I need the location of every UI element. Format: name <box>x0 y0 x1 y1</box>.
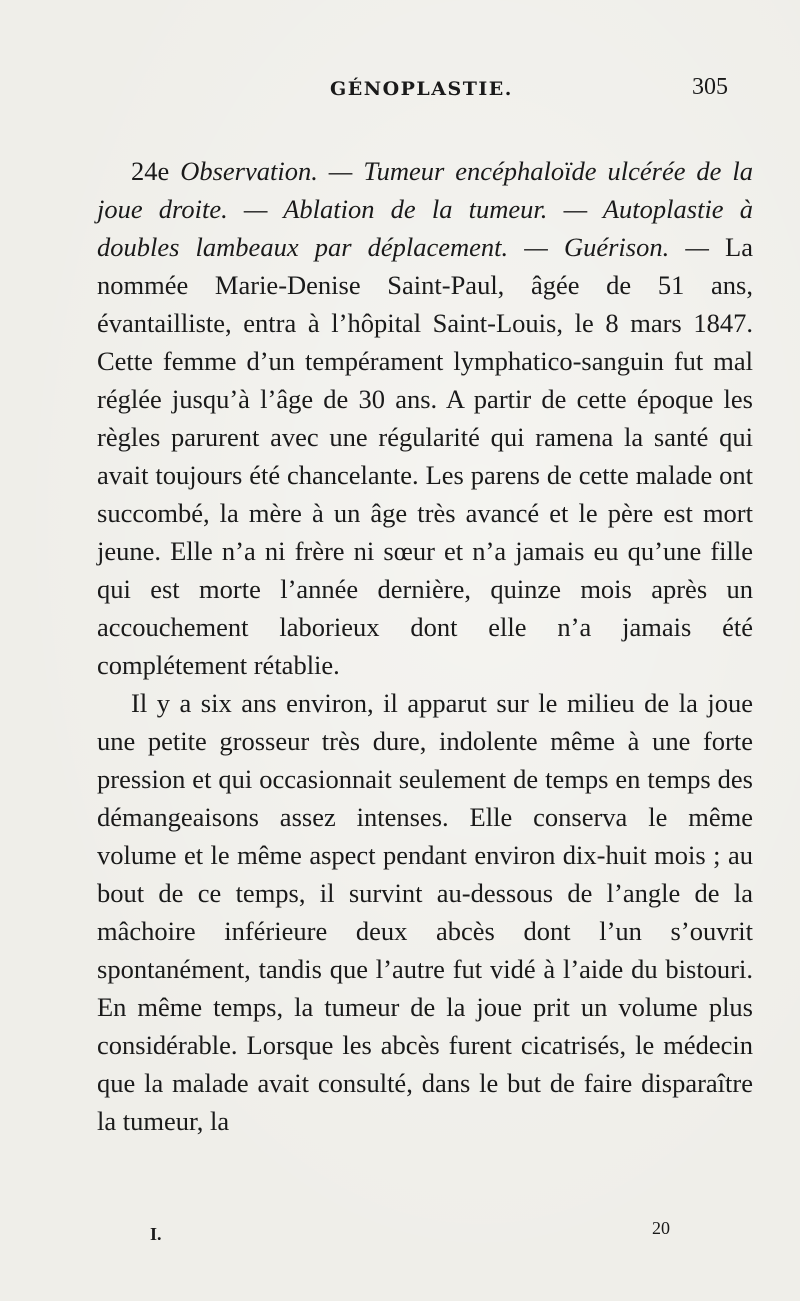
page-header <box>100 72 732 104</box>
page-number: 305 <box>692 74 728 100</box>
main-text <box>97 152 753 1140</box>
running-title: GÉNOPLASTIE. <box>330 78 513 100</box>
sheet-number: 20 <box>652 1218 670 1238</box>
observation-number: 24e <box>131 156 170 186</box>
page-footer <box>150 1218 670 1248</box>
signature-mark: I. <box>150 1224 162 1244</box>
paragraph-history: Il y a six ans environ, il apparut sur le milieu de la joue une petite grosseur très dure, indolente même à une forte pression et qui occasionnait seulement de temps en temps des démangeaisons assez intenses. Elle conserva le même volume et le même aspect pendant environ dix-huit mois ; au bout de ce temps, il survint au-dessous de l’angle de la mâchoire inférieure deux abcès dont l’un s’ouvrit spontanément, tandis que l’autre fut vidé à l’aide du bistouri. En même temps, la tumeur de la joue prit un volume plus considérable. Lorsque les abcès furent cicatrisés, le médecin que la malade avait consulté, dans le but de faire disparaître la tumeur, la <box>97 688 753 1136</box>
observation-heading: Observation. — Tumeur encéphaloïde ulcérée de la joue droite. — Ablation de la tumeur. — Autoplastie à doubles lambeaux par déplacement. — Guérison. — <box>97 156 753 262</box>
paragraph-text: La nommée Marie-Denise Saint-Paul, âgée de 51 ans, évantailliste, entra à l’hôpital Saint-Louis, le 8 mars 1847. Cette femme d’un tempérament lymphatico-sanguin fut mal réglée jusqu’à l’âge de 30 ans. A partir de cette époque les règles parurent avec une régularité qui ramena la santé qui avait toujours été chancelante. Les parens de cette malade ont succombé, la mère à un âge très avancé et le père est mort jeune. Elle n’a ni frère ni sœur et n’a jamais eu qu’une fille qui est morte l’année dernière, quinze mois après un accouchement laborieux dont elle n’a jamais été complétement rétablie. <box>97 232 753 680</box>
paragraph-observation <box>97 152 753 684</box>
